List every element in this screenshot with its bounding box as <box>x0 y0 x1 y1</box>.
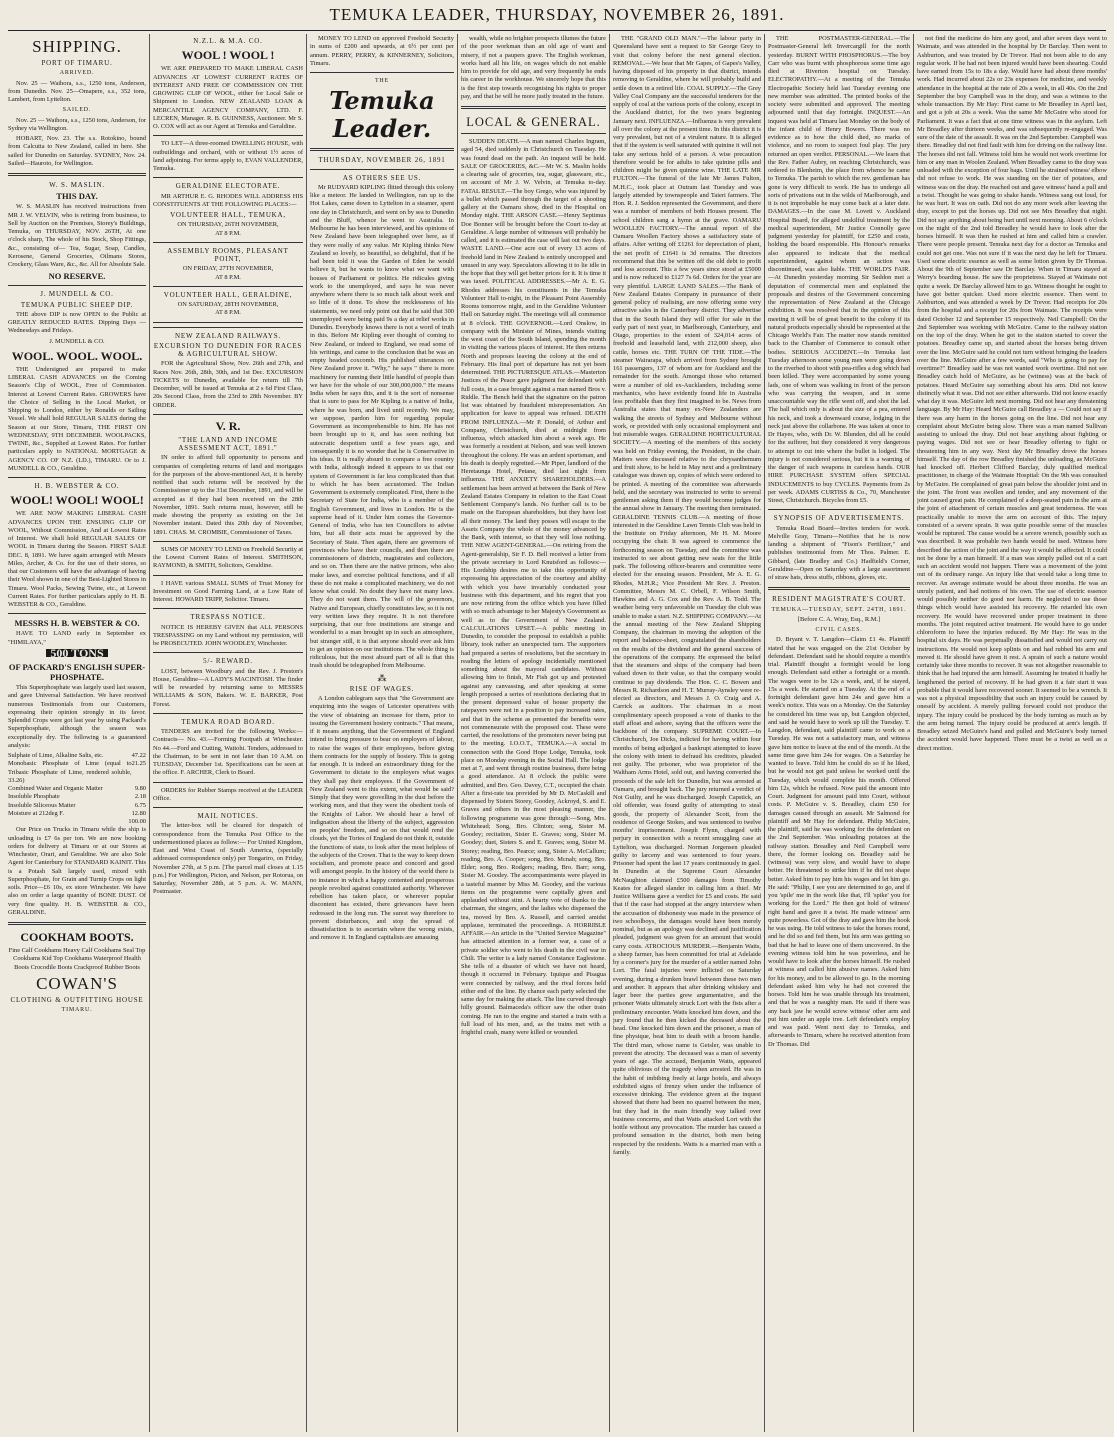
cookham-heading: COOKHAM BOOTS. <box>20 930 134 944</box>
meeting-line: ON FRIDAY, 27TH NOVEMBER, <box>182 265 274 273</box>
column-6 <box>768 35 910 1430</box>
analysis-item: Combined Water and Organic Matter <box>8 785 103 792</box>
divider <box>461 133 606 134</box>
as-others-heading: AS OTHERS SEE US. <box>342 173 422 182</box>
mundell-heading: J. MUNDELL & CO. <box>40 290 114 299</box>
court-report-continued: not find the medicine do him any good, and after seven days went to Waimate, and was attended in the hospital by Dr Barclay. Then went to Ashburton, and was treated by Dr Trevor. Had not been able to do any regular work. If he had not been injured would have been shearing. Could have earned from 15s to 18s a day. Would have had about three months' work. Had incurred about 22s or 23s expenses for medicine, and weekly attendance in the hospital at the rate of 20s a week, in all 40s. On the 2nd September the boy Campbell was in the dray, and was a witness to the whole transaction. By Mr Hay: First came to Mr Breadley in April last, and got a job at 20s a week. Was the same Mr McGuire who stood for Parliament. It was a fact that at one time witness was in the asylum. Left Mr Breadley after thirteen weeks, and was subsequently re-engaged. Was sure of the date of the assault. It was on the 2nd September. Campbell was there. Breadley did not find fault with him for driving on the railway line. The horses did not fall. Witness told him he would not work overtime for him or any man in Woolen Zealand. When Breadley came to the dray was unloaded with the exception of four bags. Until he strained witness' elbow did not refuse to work. He was standing on the tier of potatoes, and witness was on the dray. He reached out and gave witness' hand a pull and a twist. Thought he was going to shake hands. Witness sang out loud, for he was hurt. It was on oath. Did not do any more work after leaving the dray, except to put the horses up. Did not see Mrs Breadley that night. Did not say anything about being hurt until next morning. About 6 o'clock on the night of the 2nd told Breadley he would have to look after the horses himself. It was then he rushed at him and called him a crawler. There were people present. Temuka next day for a doctor as Temuka and could not get one. Was not sure if it was the next day he left for Timaru. Used some electric essence as well as some lotion given by Dr Thomas. About the 9th of September saw Dr Barclay. When in Timaru stayed at Werry's boarding house. He saw the proprietress. Stayed at Waimate not quite a week. Dr Barclay allowed him to go. Witness thought he ought to have got better quicker. Used more electric essence. Then went to Ashburton, and was attended a week by Dr Trevor. Had receipts for 20s from the hospital and a receipt for 20s from Waimate. The receipts were dated October 12 and September 15 respectively. Neil Campbell: On the 2nd September was working with McGuire. Came to the railway station on the top of the dray. When he got to the station started to cover the potatoes. Breadley came up, and started about the horses being driven over the line. McGuire said he could not turn without bringing the leaders over the line. McGuire after a few words, said "Who is going to pay for overtime?" Breadley said he was not wanted work overtime. Did not see Breadley catch hold of McGuire, as he (witness) was at the back of potatoes. Heard McGuire say something about his arm. Did not know distinctly what it was. Did not see either afterwards. Did not know exactly what day it was. McGuire left next morning. Did not hear any threatening language. By Mr Hay: Heard McGuire call Breadley a — Could not say if there was any harm in the horses going on the line. Did not hear any complaint about McGuire being slow. There was a man named Sullivan assisting to unload the dray. Did not hear anything about fighting or paying wages. Did not see or hear Breadley offering to fight or threatening him in any way. Next day Mr Breadley drove the horses himself. The day of the row Breadley finished the unloading, as McGuire had knocked off. Herbert Clifford Barclay, duly qualified medical practitioner, in charge of the Waimate Hospital: On the 9th was consulted by McGuire. He complained of great pain below the shoulder joint and in the joint. The front was swollen and tender, and any movement of the joint caused great pain. He complained of a deep-seated pain in the arm at the joint of attachment of certain muscles and great tenderness. He was practically unable to move the arm on account of this. The injury consisted of a severe sprain. It was quite possible some of the muscles would be ruptured. The cause would be a severe wrench, possibly such as was described. It was probable two hands would be used. Witness here described the action of the joint and the way it would be affected. It could not be done by a man himself. If a man was simply pulled out of a cart such an accident would not happen. There was a movement of the joint out of its ordinary range. An injury like that would take a long time to recover. An average estimate would be about three months. He was an unruly patient, and had notions of his own. The use of electric essence would possibly neither do good nor harm. He neglected to use those things which would have assisted his recovery. He retarded his own recovery. He would have recovered under proper treatment in three months. The joint required active treatment. He would have to go under chloroform to have the injuries reduced. By Mr Hay: He was in the hospital six days. He was perpetually dissatisfied and would not carry out instructions. He would not keep splints on and had rubbed his arm and moved it. He should have given it rest. A sprain of such a nature would certainly take three months to recover. It was not altogether reasonable to think that he had injured the arm himself. Assuming he treated it badly he lengthened the period of recovery. If he had given it a fair start it was probable that it would have recovered sooner. It seemed to be a wrench. It was not a physical impossibility that such an injury could be caused by oneself by accident. A merely pulling forward could not produce the injury. The injury could be produced by the body turning as much as by the arm being turned. The injury could be produced at arm's length. If Breadley seized McGuire's hand and pulled and McGuire's body turned the accident would have happened. There must be a twist as well as a direct motion. <box>917 35 1107 752</box>
sums-notice: SUMS OF MONEY TO LEND on Freehold Security at the Lowest Current Rates of Interest. SMITHSON, RAYMOND, & SMITH, Solicitors, Geraldine. <box>153 545 303 570</box>
court-report: D. Bryant v. T. Langdon—Claim £1 4s. Plaintiff stated that he was engaged on the 21st October by defendant. Defendant said he should require a month's trial. Plaintiff thought a fortnight would be long enough. Defendant said either a fortnight or a month. The wages were to be 12s a week, and, if he stayed, 15s a week. He started on a Tuesday. At the end of a fortnight defendant gave him 24s and gave him a week's notice. This was on a Monday. On the Saturday he considered his time was up, but Langdon objected, and said he would have to work up till the Tuesday. T. Langdon, defendant, said plaintiff came to work on a Tuesday. He was not a satisfactory man, and witness gave him notice to leave at the end of the month. At the same time gave him 24s for wages. On a Saturday he wanted to leave. Told him he could do so if he liked, but he would not get paid unless he worked until the Tuesday, which would complete his month. Offered him 12s, which he refused. Now paid the amount into Court. Judgment for amount paid into Court, without costs. P. McGuire v. S. Breadley, claim £50 for damages caused through an assault. Mr Salmond for plaintiff and Mr Hay for defendant. Philip McGuire, the plaintiff, said he was working for the defendant on the 2nd September. Was unloading potatoes at the railway station. Breadley and Neil Campbell were there, the former looking on. Breadley said he (witness) was very slow, and would have to shape better. He threatened to strike him if he did not shape better. Asked him to pay him his wages and let him go. He said: "Philip, I see you are determined to go, and if you 'spile' me in the work like that, I'll 'spike' you for working for the Lord." He then got hold of witness' right hand and gave it a twist. He made witness' arm quite powerless. Got of the dray and gave him the hook he was using. He told witness to take the horses round, and he did so and fed them, but his arm was getting so bad that he had to leave one of them uncovered. In the evening witness told him he was powerless, and he would have to look after the horses himself. He rushed at witness and called him abusive names. Asked him for his money, and to be allowed to go. In the morning defendant asked him why he had not covered the horses. Told him he was unable through his treatment, and that he was a naughty man. He said if there was any back jaw he would screw witness' other arm and put him under an apple tree. Left defendant's employ and was paid. Went next day to Temuka, and afterwards to Timaru, where he received attention from Dr Thomas. Did <box>768 636 910 1048</box>
wool-body: THE Undersigned are prepared to make LIBERAL CASH ADVANCES on the Coming Season's Clip of WOOL, Free of Commission. Interest at Lowest Current Rates. GROWERS have the Choice of Selling in the Local Market, or Shipping to London, either by Ronalds or Sailing Vessel. We shall hold REGULAR SALES during the Season at our Store, Timaru, THE FIRST ON WEDNESDAY, 9TH DECEMBER. WOOLPACKS, TWINE, &c., Supplied at Lowest Rates. For further particulars apply to NATIONAL MORTGAGE & AGENCY CO. OF N.Z. (LD.), TIMARU. Or to J. MUNDELL & CO., Geraldine. <box>8 365 146 472</box>
maslin-heading: W. S. MASLIN. <box>49 181 105 189</box>
electorate-heading: GERALDINE ELECTORATE. <box>175 182 281 191</box>
analysis-value: 9.80 <box>134 785 146 792</box>
divider <box>310 169 454 170</box>
sailed-text: Nov. 25 — Waihora, s.s., 1250 tons, Anderson, for Sydney via Wellington. <box>8 116 146 132</box>
nzl-heading: N.Z.L. & M.A. CO. <box>193 37 263 45</box>
divider <box>310 148 454 151</box>
packard-heading: OF PACKARD'S ENGLISH SUPER-PHOSPHATE. <box>8 662 146 682</box>
analysis-item: Sulphate of Lime, Alkaline Salts, etc. <box>8 752 104 759</box>
vr-heading: V. R. <box>215 418 241 433</box>
divider <box>310 72 454 73</box>
excursion-body: FOR the Agricultural Show, Nov. 26th and 27th, and Races Nov. 26th, 28th, 30th, and 1st Dec. EXCURSION TICKETS to Dunedin, available for return till 7th December, will be issued at Temuka at 2 s 6d First Class, 20s Second Class, from the 23rd to 28th November. BY ORDER. <box>153 360 303 409</box>
mail-heading: MAIL NOTICES. <box>197 812 259 820</box>
analysis-item: Insoluble Siliceous Matter <box>8 801 76 809</box>
meeting-line: AT 8 P.M. <box>215 309 241 317</box>
court-before: [Before C. A. Wray, Esq., R.M.] <box>797 615 881 623</box>
analysis-row <box>8 793 146 801</box>
meeting-line: VOLUNTEER HALL, TEMUKA, <box>170 211 286 219</box>
packard-body: This Superphosphate was largely used last season, and gave Universal Satisfaction. We have received numerous Testimonials from our Customers, expressing their opinion strongly in its favor. Splendid Crops were got last year by using Packard's Superphosphate, although the season was exceptionally dry. The following is a guaranteed analysis: <box>8 684 146 749</box>
column-rule <box>913 34 914 1432</box>
webster-heading: H. B. WEBSTER & CO. <box>34 482 120 490</box>
meeting-line: ON SATURDAY, 28TH NOVEMBER, <box>177 301 279 308</box>
paper-title: Temuka Leader. <box>329 86 435 144</box>
divider <box>461 106 606 109</box>
meeting-line: ON THURSDAY, 26TH NOVEMBER, <box>177 221 279 229</box>
this-day-heading: THIS DAY. <box>56 191 98 202</box>
analysis-item: Insoluble Phosphate <box>8 793 60 801</box>
analysis-table <box>8 752 146 826</box>
maslin-body: W. S. MASLIN has received instructions from MR J. W. VELVIN, who is retiring from business, to Sell by Auction on the Premises, Storey's Buildings, Temuka, on THURSDAY, NOV. 26TH, At one o'clock sharp, The whole of his Stock, Shop Fittings, &c., consisting of— Tea, Sugar, Soap, Candles, Kerosene, General Groceries, Oilmans Stores, Crockery, Glass Ware, &c., &c. All for Absolute Sale. <box>8 203 146 268</box>
court-heading: RESIDENT MAGISTRATE'S COURT. <box>772 595 906 604</box>
column-7 <box>917 35 1107 1430</box>
ornament-icon: ⁂ <box>377 672 387 683</box>
analysis-row <box>8 752 146 760</box>
column-2 <box>153 35 303 1430</box>
divider <box>768 587 910 590</box>
excursion-heading: EXCURSION TO DUNEDIN FOR RACES & AGRICULTURAL SHOW. <box>153 341 303 358</box>
column-rule <box>149 34 150 1432</box>
divider <box>8 477 146 478</box>
messrs-heading: MESSRS H. B. WEBSTER & CO. <box>14 618 140 629</box>
arrived-label: ARRIVED. <box>59 70 95 77</box>
meetings-list <box>153 211 303 323</box>
dateline: THURSDAY, NOVEMBER 26, 1891 <box>318 156 446 165</box>
the-label: THE <box>374 78 390 84</box>
divider <box>153 807 303 808</box>
divider <box>153 286 303 287</box>
divider <box>153 242 303 243</box>
divider <box>153 713 303 714</box>
column-3 <box>310 35 454 1430</box>
meeting-line: AT 8 P.M. <box>215 273 241 281</box>
analysis-value: 12.80 <box>131 809 146 817</box>
rise-article: A London cablegram says that "the Government are enquiring into the wages of Leicester operatives with the view of obtaining an increase for them, prior to issuing the Government hosiery contracts." That means, if it means anything, that the Government of England intend to bring pressure to bear on employers of labour, to raise the wages of their employees, before giving them contracts for the supply of hosiery. This is going far enough. It is indeed an extraordinary thing for the Government to dictate to the employers what wages they shall pay their employees. If the Government of New Zealand went to this extent, what would be said? Simply that they were grovelling in the dust before the working men, and that they were the obedient tools of the Knights of Labor. We should hear a howl of indignation about the liberty of the subject, aggression on peoples' freedom, and so on that would rend the clouds, yet the Tories of England do not think it, outside the functions of state, to look after the most helpless of the subjects of the Crown. That is the way to keep down socialism, and promote peace and concord and good will amongst people. In the history of the world there is no instance in which a happy contented and prosperous people revolted against constituted authority. Wherever rebellion has taken place, or wherever popular discontent has existed, there grievances have been redressed in the long run. The surest way therefore to prevent disturbances, and stop the spread of dissatisfaction is to ascertain where the wrong exists, and remove it. In England capitalists are amassing <box>310 695 454 942</box>
analysis-value: 47.22 <box>131 752 146 759</box>
kipling-article: Mr RUDYARD KIPLING flitted through this colony like a meteor. He landed in Wellington, ran up to the Hot Lakes, came down to Lyttelton in a steamer, spent one day in Christchurch, and went on by sea to Dunedin and the Bluff, whence he went to Australia. In Melbourne he has been interviewed, and his opinions of New Zealand have been telegraphed over here, as if they were really of any value. Mr Kipling thinks New Zealand so lovely, so beautiful, so delightful, that if he had been told it was the Garden of Eden he would believe it, but he wants to know what we want with houses of Parliament or politics. He ridicules giving work to the unemployed, and says he was never anywhere where there is so much talk about work and so little of it done. To show the recklessness of his statements, we need only point out that he said that 300 unemployed were being paid 9s a day at relief works in Dunedin. Everybody knows there is not a word of truth in this. Before Mr Kipling ever thought of coming to New Zealand, or indeed to England, we read some of his writings, and came to the conclusion that he was an empty headed coxcomb. His published utterances on New Zealand prove it. "Why," he says " there is more machinery for running their little handful of people than we have for the whole of our 300,000,000." He means India when he says this, and it is the sort of nonsense that is sure to pass for Mr Kipling is a native of India, where he was born, and lived until recently. We may, we suppose, pardon him for regarding popular Government as incomprehensible to him. He has not been brought up to it, and has seen nothing but autocratic despotism until a few years ago, and consequently it is no wonder that he is Conservative in his ideas. It is really absurd to compare a free country with India, although indeed it appears to us that our system of Government is far less complicated than that to which he has been accustomed. The Indian Government is extremely complicated. First, there is the Secretary of State for India, who is a member of the English Government, and lives in London. He is the supreme head of it. Under him comes the Governor-General of India, who has ten Councillors to advise him, but all their acts must be approved by the Secretary of State. Then again, there are governors of provinces who have their councils, and then there are commissioners of districts, magistrates and collectors, and so on. Then there are the native princes, who also make laws, and exercise political functions, and if all these do not make a complicated machinery, we do not know what could. No doubt they have not many laws. They do not want them. The will of the governors, Native and European, chiefly constitutes law, so it is not very written laws they require. It is not therefore surprising, that our free institutions are strange and wonderful to a man brought up in such an atmosphere, but stranger still, it is that anyone should ever ask him to get an opinion on our institutions. The whole thing is ridiculous, but the most absurd part of all is that this trash should be telegraphed from Melbourne. <box>310 183 454 670</box>
divider <box>153 322 303 323</box>
masthead-rule <box>8 30 1106 31</box>
land-act-body: IN order to afford full opportunity to persons and companies of completing returns of land and mortgages for the purposes of the above-mentioned Act, it is hereby notified that such returns will be received by the Commissioner up to the 31st December, 1891, and will be accepted as if they had been received on the 28th November, 1891. Such returns must, however, still be made showing the property as existing on the 1st November instant. Dated this 20th day of November, 1891. CHAS. M. CROMBIE, Commissioner of Taxes. <box>153 454 303 536</box>
tons-banner: 500 TONS <box>46 649 107 657</box>
road-board-body: TENDERS are invited for the following Works:— Contracts— No. 43.—Forming Footpath at Winchester. No 44.—Ford and Cutting, Waitohi. Tenders, addressed to the Chairman, to be sent in not later than 10 A.M. on TUESDAY, December 1st. Specifications can be seen at the office. F. ARCHER, Clerk to Board. <box>153 728 303 777</box>
analysis-value: 100.00 <box>128 818 146 825</box>
land-act-heading: "THE LAND AND INCOME ASSESSMENT ACT, 1891." <box>178 435 278 452</box>
divider <box>153 652 303 653</box>
cookham-list: Fine Calf Cookhams Heavy Calf Cookhams Seal Top Cookhams Kid Top Cookhams Waterproof Health Boots Crocodile Boots Crackproof Rubber Boots <box>8 947 146 971</box>
analysis-value: 6.75 <box>134 801 146 809</box>
reward-body: LOST, between Woodbury and the Rev. J. Preston's House, Geraldine—A LADY'S MACINTOSH. The finder will be rewarded by returning same to MESSRS WILLIAMS & SON, Bakers. W. E. BARKER, Post Forest. <box>153 667 303 708</box>
nzl-body: WE ARE PREPARED TO MAKE LIBERAL CASH ADVANCES AT LOWEST CURRENT RATES OF INTEREST AND FREE OF COMMISSION ON THE GROWING CLIP OF WOOL, either for Local Sale or Shipment to London. NEW ZEALAND LOAN & MERCANTILE AGENCY COMPANY, LTD. F. LECREN, Manager. R. B. GUINNESS, Auctioneer. Mr S. O. COX will act as our Agent at Temuka and Geraldine. <box>153 65 303 130</box>
rise-heading: RISE OF WAGES. <box>349 684 415 693</box>
divider <box>8 922 146 925</box>
cowans-heading: COWAN'S <box>36 973 118 993</box>
analysis-item: Moisture at 212deg F. <box>8 809 64 817</box>
shipping-title: SHIPPING. <box>32 37 122 56</box>
sheep-dip-sign: J. MUNDELL & CO. <box>49 337 105 345</box>
column-1 <box>8 35 146 1430</box>
local-news-continued: THE POSTMASTER-GENERAL.—The Postmaster-General left Invercargill for the north yesterday. BURNT WITH PHOSPHORUS.—The boy Carr who was burnt with phosphorous some time ago died at Riverton hospital on Tuesday. ELECTROPATHY.—At a meeting of the Temuka Electropathic Society held last Tuesday evening one new member was admitted. The printed books of the society were submitted and approved. The meeting adjourned until that day fortnight. INQUEST.—An inquest was held at Timaru last Monday on the body of the infant child of Henry Bowers. There was no evidence as to how the child died, no marks of violence, and no room to suspect foul play. The jury returned an open verdict. PERSONAL.—We learn that the Rev. Father Aubry, on reaching Christchurch, was ordered to Blenheim, the place from whence he came to Temuka. The parish to which the rev. gentleman has gone is very difficult to work. He has to undergo all sorts of privations out in the wilds of Marlborough, and it is not improbable he may come back at a later date. DAMAGES.—In the case M. Lovett v. Auckland Hospital Board, for alleged unskilful treatment by the medical superintendent, Mr Justice Connolly gave judgment yesterday for plaintiff, for £250 and costs, holding the board responsible. His Honour's remarks also appeared to indicate that the medical superintendent, against whom an action was discontinued, was also liable. THE WORLD'S FAIR.—At Dunedin yesterday morning Sir Seddon met a deputation of commercial men and explained the proposals and desires of the Government concerning the representation of New Zealand at the Chicago exhibition. It was resolved that in the opinion of this meeting it will be of great benefit to the colony if its natural products especially should be represented at the Chicago World's Fair. The matter now stands remitted back to the Chamber of Commerce to consult other bodies. SERIOUS ACCIDENT.—In Temuka last Tuesday afternoon some young men were going down to the riverbed to shoot with pea-rifles a dog which had been killed. They were accompanied by some young lads, one of whom was walking in front of the person who was carrying the weapon, and in some unaccountable way the rifle went off, and shot the lad. The ball which only is about the size of a pea, entered his neck, and took a downward course, lodging in the neck just above the collarbone. He was taken at once to Dr Hayes, who, with Dr. W. Blunden, did all he could for the sufferer, but they considered it very dangerous to attempt to cut into where the bullet is lodged. The injury is not considered serious, but it is a warning of the danger of such weapons in careless hands. OUR HIRE PURCHASE SYSTEM offers SPECIAL INDUCEMENTS to buy CYCLES. Payments from 2s per week. ADAMS CURTISS & Co., 70, Manchester Street, Christchurch. Bicycles from £5. <box>768 35 910 504</box>
column-rule <box>306 34 307 1432</box>
local-news-continued: THE "GRAND OLD MAN."—The labour party in Queensland have sent a request to Sir George Grey to visit that colony before the next general election. REMOVAL.—We hear that Mr Gapes, of Gapes's Valley, having disposed of his property in that district, intends removing to Geraldine, where he will probably build and settle down in a retired life. COAL SUPPLY.—The Grey Valley Coal Company are the successful tenderers for the supply of coal at the various ports of the colony, except in the Auckland district, for the two years beginning January next. INFLUENZA.—Influenza is very prevalent all over the colony at the present time. In this district it is very prevalent, but not of a virulent nature. It is alleged that if the system is well saturated with quinine it will not take any serious hold of a person. A wise precaution therefore would be for adults to take quinine pills and children might be given quinine wine. THE LATE MR FULTON.—The funeral of the late Mr James Fulton, M.H.C., took place at Outram last Tuesday and was largely attended by townspeople and Taieri farmers. The Hon. R. J. Seddon represented the Government, and there was a number of members of both Houses present. The school children sang a hymn at the grave. OAMARU WOOLLEN FACTORY.—The annual report of the Oamaru Woollen Factory shows a satisfactory state of affairs. After writing off £1261 for depreciation of plant, the net profit of £1641 is 3d remains. The directors recommend that this be written off the old debt to profit and loss account. This a few years since stood at £5000 and is now reduced to £127 7s 6d. Orders for the year are very plentiful. LARGE LAND SALES.—The Bank of New Zealand Estates Company in pursuance of their general policy of realising, are now offering some very attractive sales in the Canterbury district. They advertise that in the South Island they will offer for sale in the early part of next year, in Marlborough, Canterbury, and Otago, properties to the extent of 324,014 acres of freehold and leasehold land, with 212,000 sheep, also cattle, horses etc. THE TURN OF THE TIDE.—The steamer Wairarapa, which arrived from Sydney brought 161 passengers, 137 of whom are for Auckland and the remainder for the south. Amongst those who returned were a number of old ex-Aucklanders, including some mechanics, who have evidently found life in Australia less profitable than they first imagined to be. News from Australia states that many ex-New Zealanders are walking the streets of Sydney and Melbourne without work, or provided with only occasional employment and but miserable wages. GERALDINE HORTICULTURAL SOCIETY.—A meeting of the members of this society was held on Friday evening, the President, in the chair. Matters were discussed relative to the chrysanthemum and fruit show, to be held in May next and a preliminary catalogue was drawn up, copies of which were ordered to be printed. A meeting of the committee was afterwards held, and the secretary was instructed to write to several gentlemen asking them if they would become judges for the annual show in January. The meeting then terminated. GERALDINE TENNIS CLUB.—A meeting of those interested in the Geraldine Lawn Tennis Club was held in the Institute on Friday afternoon, Mr H. M. Moore occupying the chair. It was agreed to commence the forthcoming season on Tuesday, and the committee was instructed to see about getting new seats for the little park. The following officer-bearers and committee were elected for the ensuing season. President, Mr A. E. G. Rhodes, M.H.R.; Vice President Mr Rev. J. Preston. Committee, Messrs M. C. Orbell, F. Wilson Smith, Hawkins and A. G. Cox and the Rev. A. B. Todd. The weather being very unfavorable on Tuesday the club was unable to make a start. N.Z. SHIPPING COMPANY.—At the annual meeting of the New Zealand Shipping Company, the chairman in moving the adoption of the report and balance-sheet, congratulated the shareholders on the results of the dividend and the general success of the operations of the company. He expressed the belief that the steamers and ships of the company had been valued down to their value, so that the company would continue to pay dividends. The Hon. C. C. Bowen and Messrs R. Richardson and H. T. Murray-Aynsley were re-elected as directors, and Messrs J. O. Craig and A. Carrick as auditors. The chairman in a most complimentary speech proposed a vote of thanks to the staff afloat and ashore, saying that the officers were the backbone of the company. SUPREME COURT.—In Christchurch, Joe Dicks, indicted for having within four months of being adjudged a bankrupt attempted to leave the colony with intent to defraud his creditors, pleaded not guilty. The prisoner, who was proprietor of the Waltham Arms Hotel, sold out, and having converted the proceeds of the sale left for Dunedin, but was arrested at Oamaru, and brought back. The jury returned a verdict of Not Guilty, and he was discharged. Joseph Capstick, an old offender, was found guilty of attempting to steal goods, the property of Alexander Scott, from the residence of George Stokes, and was sentenced to twelve months' imprisonment. Joseph Flynn, charged with perjury in connection with a recent smuggling case at Lyttelton, was discharged. Norman Jorgensen pleaded guilty to larceny and was sentenced to four years. Prisoner had spent the last 17 years continuously in gaol. In Dunedin at the Supreme Court Alexander McNaughton claimed £500 damages from Timothy Keates for alleged slander in calling him a thief. Mr Justice Williams gave a verdict for £5 and costs. He said that if the case had stopped at the angry interview when the accusation of dishonesty was made in the presence of two schoolboys, the damages would have been merely nominal, but as an apology was declined and justification pleaded, judgment was given for an amount that would carry costs. ATROCIOUS MURDER.—Benjamin Watts, a sheep farmer, has been committed for trial at Adelaide by a coroner's jury for the murder of a settler named John Lort. The fatal injuries were inflicted on Saturday evening, during a drunken brawl between these two men and another. It appears that after drinking whiskey and lager beer the parties grew argumentative, and the prisoner Watts ultimately struck Lort with the fists after a preliminary encounter. Watts knocked him down, and the jury found that he then kicked the deceased about the head. One knocked him down and the prisoner, a man of fine physique, beat him to death with a broom handle. The third man, whose name is Geisler, was unable to prevent the atrocity. The deceased was a man of seventy years of age. The accused, Benjamin Watts, appeared quite oblivious of the tragedy when arrested. He was in the habit of imbibing freely at large hotels, and always exhibited signs of frenzy when under the influence of excessive drinking. The evidence given at the inquest showed that there had been no quarrel between the men, but they had in the main friendly way talked over business concerns, and that Watts attacked Lort with the bottle without any provocation. The murder has caused a profound sensation in the district, both men being respected by the residents. Watts is a married man with a family. <box>613 35 761 1156</box>
synopsis-heading: SYNOPSIS OF ADVERTISEMENTS. <box>773 514 905 523</box>
local-news: SUDDEN DEATH.—A man named Charles Ingram, aged 54, died suddenly in Christchurch on Tuesday. He was found dead on the path. An inquest will be held. SALE OF GROCERIES, &C.—Mr W. S. Maslin holds a clearing sale of groceries, tea, sugar, glassware, etc., on account of Mr J. W. Velvin, at Temuka to-day. FATAL RESULT.—The boy Grego, who was injured by a bullet which passed through the target of a shooting gallery at the Oamaru show, died in the Hospital on Monday night. THE ARSON CASE.—Henry Septimus Doe Bonner will be brought before the Court to-day at Geraldine. A large number of witnesses will probably be called, and it is estimated the case will last out two days. WASTE LAND.—One acre out of every 13 acres of freehold land in New Zealand is entirely uncropped and unused in any way. Speculators allowing it to lie idle in the hope that they will get better prices for it. It is time it was taxed. POLITICAL ADDRESSES.—Mr A. E. G. Rhodes addresses his constituents in the Temuka Volunteer Hall to-night, in the Pleasant Point Assembly Rooms tomorrow night, and in the Geraldine Volunteer Hall on Saturday night. The meetings will all commence at 8 o'clock. THE GOVERNOR.—Lord Onslow, in company with the Minister of Mines, intends visiting the west coast of the South Island, spending the month in visiting the various places of interest. He then returns North and proposes leaving the colony at the end of February. His final port of departure has not yet been determined. THE PICTURESQUE ATLAS.—Masterton Justices of the Peace gave judgment for defendant with full costs, in a case brought against a man named Bros v. Riddle. The Bench held that the signature on the patron list was obtained by fraudulent misrepresentation. An application for leave to appeal was refused. DEATH FROM INFLUENZA.—Mr P. Donald, of Arthur and Company, Christchurch, died at midnight from influenza, which attacked him about a week ago. He was formerly a resident at Nelson, and was well known throughout the colony. He was an ardent sportsman, and his death is deeply regretted.—Mr Piper, landlord of the Heretaunga Hotel, Petane, died last night from influenza. THE ANXIETY SHAREHOLDERS.—A settlement has been arrived at between the Bank of New Zealand Estates Company in relation to the East Coast Settlement Company's lands. No further call is to be made on the European shareholders, but they have lost all their money. The land they posses will escape to the Assets Company the whole of the money advanced by the Bank, with interest, so that they will lose nothing. THE NEW AGENT-GENERAL.—On retiring from the Agent-generalship, Sir F. D. Bell received a letter from the private secretary to Lord Knutsford as follows:— His Lordship desires me to take this opportunity of expressing his appreciation of the courtesy and ability with which you have invariably conducted your business with this department, and his regret that you are now retiring from the office which you have filled with so much advantage to her Majesty's Government as well as to the Government of New Zealand. CALCULATIONS UPSET.—A public meeting in Dunedin, to consider the proposal to establish a public library, took rather an unexpected turn. The supporters had prepared a series of resolutions, but the secretary in reading the letters of apology incidentally mentioned something about the mayoral candidates. Without allowing him to finish, Mr Fish got up and protested against any canvassing, and after speaking at some length proposed a series of resolutions declaring that in the present depressed value of house property the ratepayers were not in a position to pay increased rates, and that in the scheme as presented the benefits were not commensurate with the proposed cost. These were carried, the resolutions of the promoters never being put to the meeting. I.O.O.T., TEMUKA.—A social in connection with the Good Hope Lodge, Temuka, took place on Monday evening in the Social Hall. The lodge met at 7, and went through routine business, there being a good attendance. At 8 o'clock the public were admitted, and Bro. Geo. Davey, C.T., occupied the chair. After a first-rate tea provided by Mr D. McCaskill and dispensed by Sisters Storey, Goodey, Ackroyd, S. and E. Graves and others in the most pleasing manner, the following programme was gone through:—Song, Mrs. Whitehead; Song, Bro. Clinton; song, Sister M. Goodey; recitation, Sister E. Graves; song, Sister M. Goodey; duet, Sisters S. and E. Graves; song, Sister M. Storey; reading, Bro. Pearce; song, Sister A. McCallum; reading, Bro. A. Cooper; song, Bro. Mcnab; song, Bro. Elder; song, Bro. Rodgers; reading, Bro. Barr; song, Sister M. Goodey. The accompaniments were played in a tasteful manner by Miss M. Goodey, and the various items on the programme were capitally given and applauded without stint. A hearty vote of thanks to the chairman, the singers, and the ladies who dispensed the tea, moved by Bro. A. Russell, and carried amidst applause, terminated the proceedings. A HORRIBLE AFFAIR.—An article in the "United Service Magazine" has attracted attention in a former war, a case of a private soldier who went to his death in the civil war in Chili. The writer is a lady named Constance Eaglestone. She tells of a disaster of which we have not heard, though it occurred in February. Iquique and Pisagua were connected by railway, and the rival forces held either end of the line. By chance each party selected the same day for making the attack. The line curved through hilly ground. Balmaceda's officer saw the other train coming. He ran to the engine and started a train with a full load of his men, and, as the trains met with a frightful crash, many were killed or wounded. <box>461 138 606 1036</box>
nzl-wool-heading: WOOL ! WOOL ! <box>181 48 275 63</box>
webster-body: WE ARE NOW MAKING LIBERAL CASH ADVANCES UPON THE ENSUING CLIP OF WOOL, Without Commission, And at Lowest Rates of Interest. We shall hold REGULAR SALES OF WOOL in Timaru during the Season. FIRST SALE DEC. 8, 1891. We have again arranged with Messrs Miles, Archer, & Co. for the use of their stores, so that our Customers will have the advantage of having their Wool shown in one of the Best-Lighted Stores in Timaru. Wool Packs, Sewing Twine, etc., at Lowest Current Rates. For further particulars apply to H. B. WEBSTER & CO., Geraldine. <box>8 510 146 608</box>
divider <box>153 608 303 609</box>
messrs-body: HAVE TO LAND early in September ex "HIMILAYA," <box>8 630 146 646</box>
divider <box>8 285 146 286</box>
column-rule <box>764 34 765 1432</box>
reward-heading: 5/- REWARD. <box>203 657 253 666</box>
analysis-row <box>8 760 146 785</box>
sailed-label: SAILED. <box>62 107 92 114</box>
arrived-text: Nov. 25 — Waihora, s.s., 1250 tons, Anderson, from Dunedin. Nov. 25—Omapere, s.s., 352 tons, Lambert, from Lyttelton. <box>8 79 146 103</box>
analysis-value: 2.18 <box>134 793 146 801</box>
divider <box>153 575 303 576</box>
synopsis-body: Temuka Road Board—Invites tenders for work. Melville Gray, Timaru—Notifies that he is now landing a shipment of "Fison's Fertilizer," and publishes testimonial from Mr Thos. Palmer. E. Gibbard, (late Bradley and Co.) Hadfield's Corner, Geraldine—Open on Saturday with a large assortment of straw hats, dress stuffs, ribbons, gloves, etc. <box>768 524 910 581</box>
sheep-dip-body: THE above DIP is now OPEN to the Public at GREATLY REDUCED RATES. Dipping Days — Wednesdays and Fridays. <box>8 310 146 335</box>
column-rule <box>609 34 610 1432</box>
divider <box>153 541 303 542</box>
analysis-row <box>8 785 146 793</box>
hobart-text: HOBART, Nov. 23. The s.s. Rotokino, bound from Calcutta to New Zealand, called in here. She sailed for Dunedin on Saturday. SYDNEY, Nov. 24. Sailed—Hauroto, for Wellington. <box>8 135 146 167</box>
cowans-sub: CLOTHING & OUTFITTING HOUSE <box>10 995 144 1004</box>
divider <box>768 509 910 510</box>
divider <box>153 327 303 328</box>
column-rule <box>457 34 458 1432</box>
sheep-dip-heading: TEMUKA PUBLIC SHEEP DIP. <box>20 300 134 309</box>
trespass-body: NOTICE IS HEREBY GIVEN that ALL PERSONS TRESPASSING on my Land without my permission, will be PROSECUTED. JOHN WOODLEY, Winchester. <box>153 623 303 647</box>
rhodes-body: MR ARTHUR E. G. RHODES WILL ADDRESS HIS CONSTITUENTS AT THE FOLLOWING PLACES:— <box>153 192 303 208</box>
cowans-town: TIMARU. <box>61 1007 93 1013</box>
webster-wool-heading: WOOL! WOOL! WOOL! <box>10 493 144 508</box>
analysis-tail: Our Price on Trucks in Timaru while the ship is unloading is £7 6s per ton. We are now booking orders for delivery at Timaru or at our Stores at Winchester, Orari, and Geraldine. We are also Sole Agent for Canterbury for STANDARD KAINIT. This is a Potash Salt largely used, mixed with Superphosphate, for Grain and Turnip Crops on light soils. Price—£6 10s, ex store Winchester. We have also on order a large quantity of BONE DUST. Of very fine quality. H. B. WEBSTER & CO., GERALDINE. <box>8 826 146 916</box>
divider <box>153 782 303 783</box>
analysis-value: 21.25 <box>131 760 146 768</box>
masthead: TEMUKA LEADER, THURSDAY, NOVEMBER 26, 1891. <box>329 5 785 24</box>
rise-continued: wealth, while no brighter prospects illumes the future of the poor workman than an old age of want and misery, if not a paupers grave. The English workman, works hard all his life, on wages which do not enable him to provide for old age, and very frequently he ends his career in the workhouse. We sincerely hope that this is the first step towards recognising his rights to proper pay, and that he will be more justly treated in the future. <box>461 35 606 100</box>
column-4 <box>461 35 606 1430</box>
road-board-heading: TEMUKA ROAD BOARD. <box>181 717 275 726</box>
wool-heading: WOOL. WOOL. WOOL. <box>11 348 143 363</box>
no-reserve: NO RESERVE. <box>48 271 106 282</box>
analysis-row <box>8 818 146 826</box>
column-5 <box>613 35 761 1430</box>
divider <box>153 135 303 136</box>
small-sums-notice: I HAVE various SMALL SUMS of Trust Money for Investment on Good Farming Land, at a Low Rate of Interest. HOWARD TRIPP, Solicitor. Timaru. <box>153 579 303 603</box>
mail-body: The letter-box will be cleared for despatch of correspondence from the Temuka Post Office to the undermentioned places as follow:— For United Kingdom, East and West Coast of South America, (specially addressed correspondence only) per Tongariro, on Friday, November 27th, at 5 p.m. [The parcel mail closes at 1.15 p.m.] For Wellington, Picton, and Nelson, per Rotorua, on Saturday, November 28th, at 5 p.m. A. W. MANN, Postmaster. <box>153 822 303 896</box>
meeting-line: VOLUNTEER HALL, GERALDINE, <box>163 290 293 299</box>
railways-heading: NEW ZEALAND RAILWAYS. <box>175 331 281 340</box>
trespass-heading: TRESPASS NOTICE. <box>190 613 266 622</box>
meeting-line: ASSEMBLY ROOMS, PLEASANT POINT, <box>167 246 289 263</box>
court-date: TEMUKA—TUESDAY, SEPT. 24TH, 1891. <box>771 606 907 613</box>
analysis-row <box>8 810 146 818</box>
divider <box>8 613 146 614</box>
divider <box>153 177 303 178</box>
local-general-heading: LOCAL & GENERAL. <box>466 115 601 129</box>
divider <box>8 173 146 176</box>
analysis-item: Monobasic Phosphate of Lime (equal to Tribasic Phosphate of Lime, rendered soluble, 33.26) <box>8 760 132 784</box>
analysis-row <box>8 802 146 810</box>
meeting-line: AT 8 P.M. <box>215 229 241 237</box>
orders-notice: ORDERS for Rubber Stamps received at the LEADER Office. <box>153 786 303 802</box>
civil-cases: CIVIL CASES. <box>815 627 863 633</box>
to-let: TO LET—A three-roomed DWELLING HOUSE, with outbuildings and orchard, with or without 1½ acres of land adjoining. For terms apply to, EVAN VALLENDER, Temuka. <box>153 140 303 172</box>
divider <box>153 414 303 415</box>
port-heading: PORT OF TIMARU. <box>41 59 113 67</box>
money-notice: MONEY TO LEND on approved Freehold Security in sums of £200 and upwards, at 6½ per cent per annum. PERRY, PERRY, & KINNERNEY, Solicitors, Timaru. <box>310 35 454 67</box>
